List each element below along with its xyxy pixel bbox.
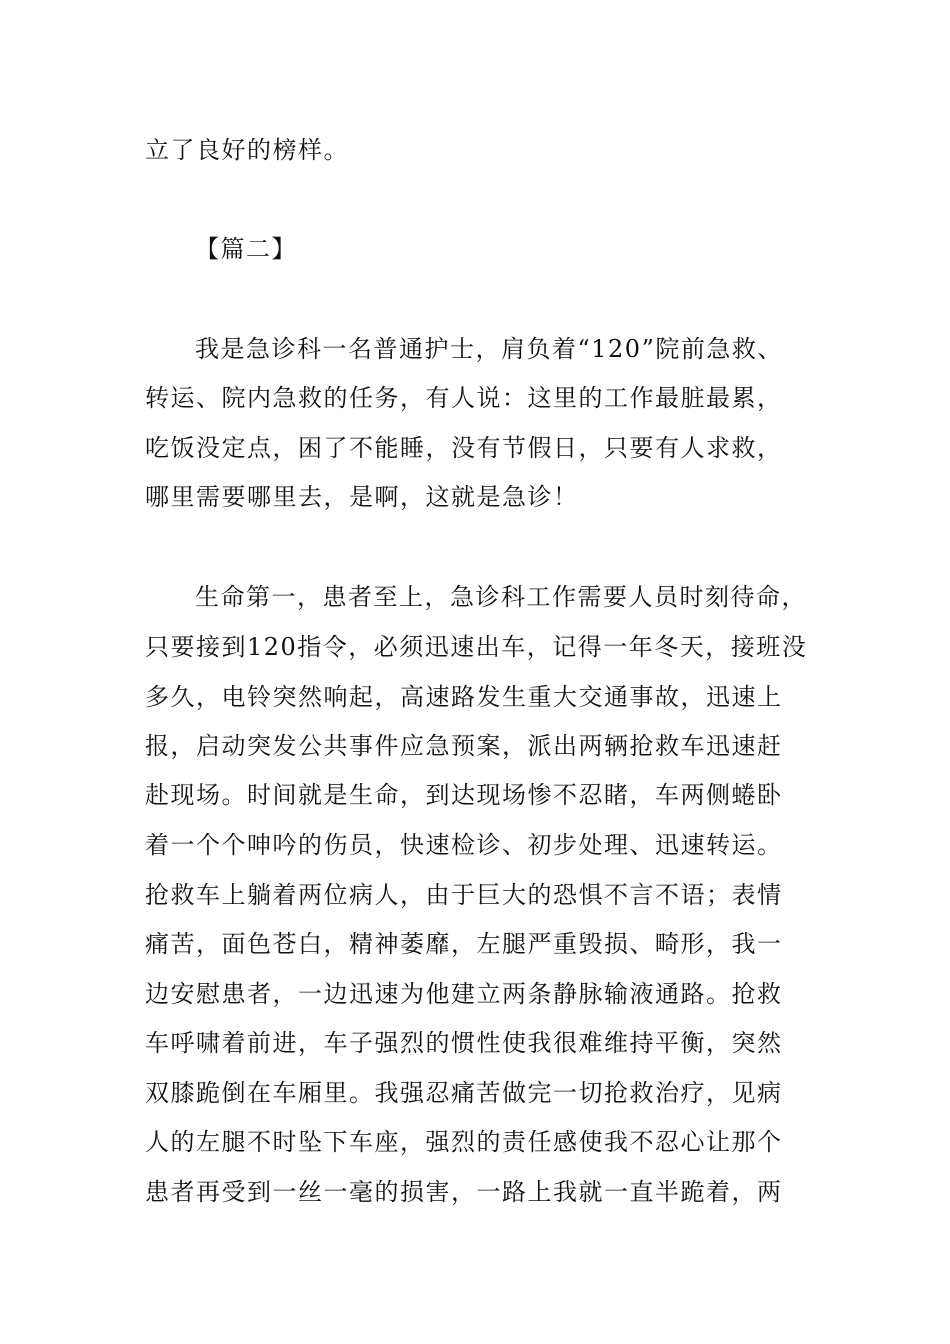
paragraph-line: 人的左腿不时坠下车座，强烈的责任感使我不忍心让那个 xyxy=(145,1128,783,1156)
paragraph-line: 患者再受到一丝一毫的损害，一路上我就一直半跪着，两 xyxy=(145,1178,783,1206)
paragraph-line: 哪里需要哪里去，是啊，这就是急诊！ xyxy=(145,483,579,511)
paragraph-line: 赴现场。时间就是生命，到达现场惨不忍睹，车两侧蜷卧 xyxy=(145,781,783,809)
section-heading: 【篇二】 xyxy=(195,235,297,263)
paragraph-line: 车呼啸着前进，车子强烈的惯性使我很难维持平衡，突然 xyxy=(145,1029,783,1057)
paragraph-line: 只要接到120指令，必须迅速出车，记得一年冬天，接班没 xyxy=(145,633,808,661)
continuation-line: 立了良好的榜样。 xyxy=(145,136,349,164)
paragraph-line: 吃饭没定点，困了不能睡，没有节假日，只要有人求救， xyxy=(145,434,783,462)
paragraph-line: 生命第一，患者至上，急诊科工作需要人员时刻待命， xyxy=(195,583,807,611)
paragraph-line: 着一个个呻吟的伤员，快速检诊、初步处理、迅速转运。 xyxy=(145,831,783,859)
paragraph-line: 边安慰患者，一边迅速为他建立两条静脉输液通路。抢救 xyxy=(145,980,783,1008)
paragraph-line: 转运、院内急救的任务，有人说：这里的工作最脏最累， xyxy=(145,384,783,412)
paragraph-line: 痛苦，面色苍白，精神萎靡，左腿严重毁损、畸形，我一 xyxy=(145,930,783,958)
paragraph-line: 抢救车上躺着两位病人，由于巨大的恐惧不言不语；表情 xyxy=(145,881,783,909)
paragraph-line: 报，启动突发公共事件应急预案，派出两辆抢救车迅速赶 xyxy=(145,732,783,760)
paragraph-line: 双膝跪倒在车厢里。我强忍痛苦做完一切抢救治疗，见病 xyxy=(145,1079,783,1107)
paragraph-line: 我是急诊科一名普通护士，肩负着“120”院前急救、 xyxy=(195,335,783,363)
paragraph-line: 多久，电铃突然响起，高速路发生重大交通事故，迅速上 xyxy=(145,683,783,711)
